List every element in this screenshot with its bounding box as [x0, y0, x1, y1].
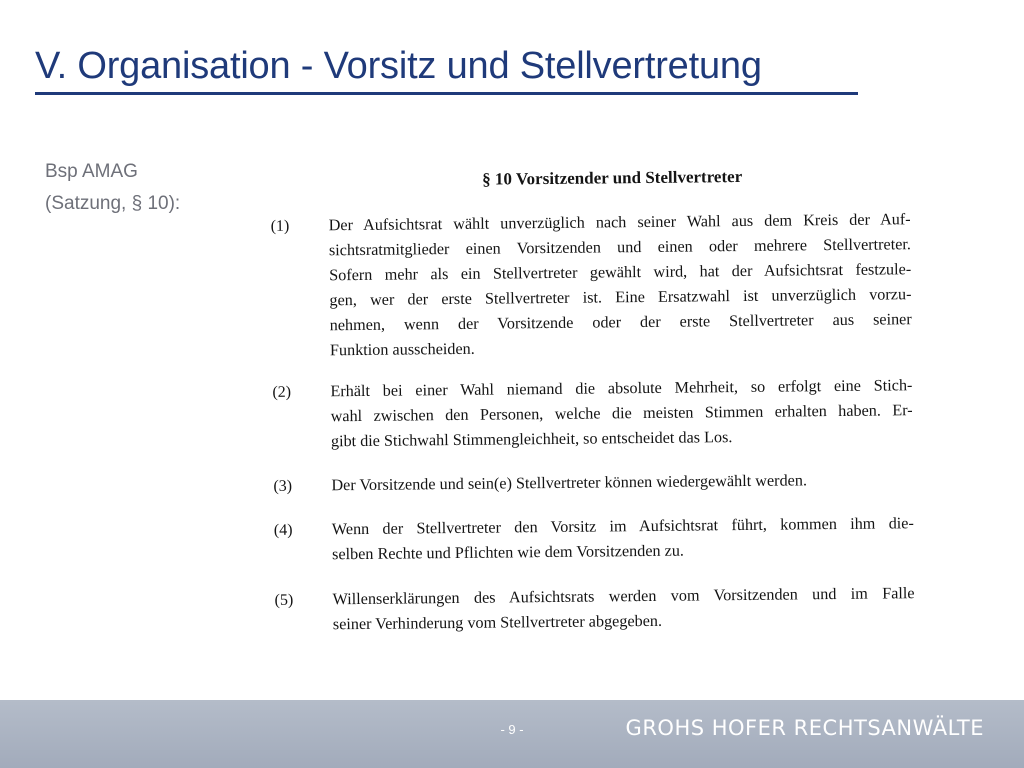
paragraph-number: (1) — [270, 217, 290, 235]
text-line: Der Aufsichtsrat wählt unverzüglich nach seiner Wahl aus dem Kreis der Auf- — [328, 210, 911, 235]
firm-name: GROHS HOFER RECHTSANWÄLTE — [625, 716, 984, 740]
paragraph-3 — [265, 467, 913, 499]
paragraph-number: (5) — [274, 591, 294, 609]
paragraph-4 — [266, 511, 914, 568]
paragraph-number: (2) — [272, 383, 292, 401]
paragraph-text — [332, 511, 914, 567]
paragraph-number: (3) — [273, 477, 293, 495]
slide-title: V. Organisation - Vorsitz und Stellvertretung — [35, 45, 762, 87]
paragraph-text — [331, 467, 913, 498]
paragraph-5 — [266, 581, 914, 638]
text-line: gibt die Stichwahl Stimmengleichheit, so entscheidet das Los. — [330, 428, 733, 451]
title-underline — [35, 92, 858, 95]
text-line: Wenn der Stellvertreter den Vorsitz im Aufsichtsrat führt, kommen ihm die- — [331, 514, 914, 539]
paragraph-1 — [263, 207, 913, 364]
statute-heading: § 10 Vorsitzender und Stellvertreter — [482, 166, 743, 189]
text-line: selben Rechte und Pflichten wie dem Vorsitzenden zu. — [332, 541, 685, 564]
caption — [45, 156, 180, 220]
paragraph-text — [329, 207, 913, 363]
paragraph-number: (4) — [273, 521, 293, 539]
text-line: seiner Verhinderung vom Stellvertreter abgegeben. — [332, 611, 663, 634]
scanned-statute-excerpt — [262, 155, 927, 652]
paragraph-2 — [264, 373, 913, 455]
paragraph-text — [330, 373, 913, 454]
footer-bar — [0, 700, 1024, 768]
text-line: Erhält bei einer Wahl niemand die absolute Mehrheit, so erfolgt eine Stich- — [330, 376, 913, 401]
text-line: Willenserklärungen des Aufsichtsrats werden vom Vorsitzenden und im Falle — [332, 584, 915, 609]
text-line: Funktion ausscheiden. — [329, 339, 475, 360]
text-line: Der Vorsitzende und sein(e) Stellvertreter können wiedergewählt werden. — [331, 471, 808, 495]
page-number: - 9 - — [500, 722, 524, 737]
text-line: Sofern mehr als ein Stellvertreter gewählt wird, hat der Aufsichtsrat festzule- — [329, 260, 912, 285]
paragraph-text — [332, 581, 914, 637]
text-line: gen, wer der erste Stellvertreter ist. Eine Ersatzwahl ist unverzüglich vorzu- — [329, 285, 912, 310]
text-line: sichtsratmitglieder einen Vorsitzenden und einen oder mehrere Stellvertreter. — [328, 235, 911, 260]
caption-line-source: (Satzung, § 10): — [45, 193, 181, 214]
text-line: wahl zwischen den Personen, welche die meisten Stimmen erhalten haben. Er- — [330, 401, 913, 426]
caption-line-example: Bsp AMAG — [45, 161, 138, 182]
text-line: nehmen, wenn der Vorsitzende oder der erste Stellvertreter aus seiner — [329, 310, 912, 335]
